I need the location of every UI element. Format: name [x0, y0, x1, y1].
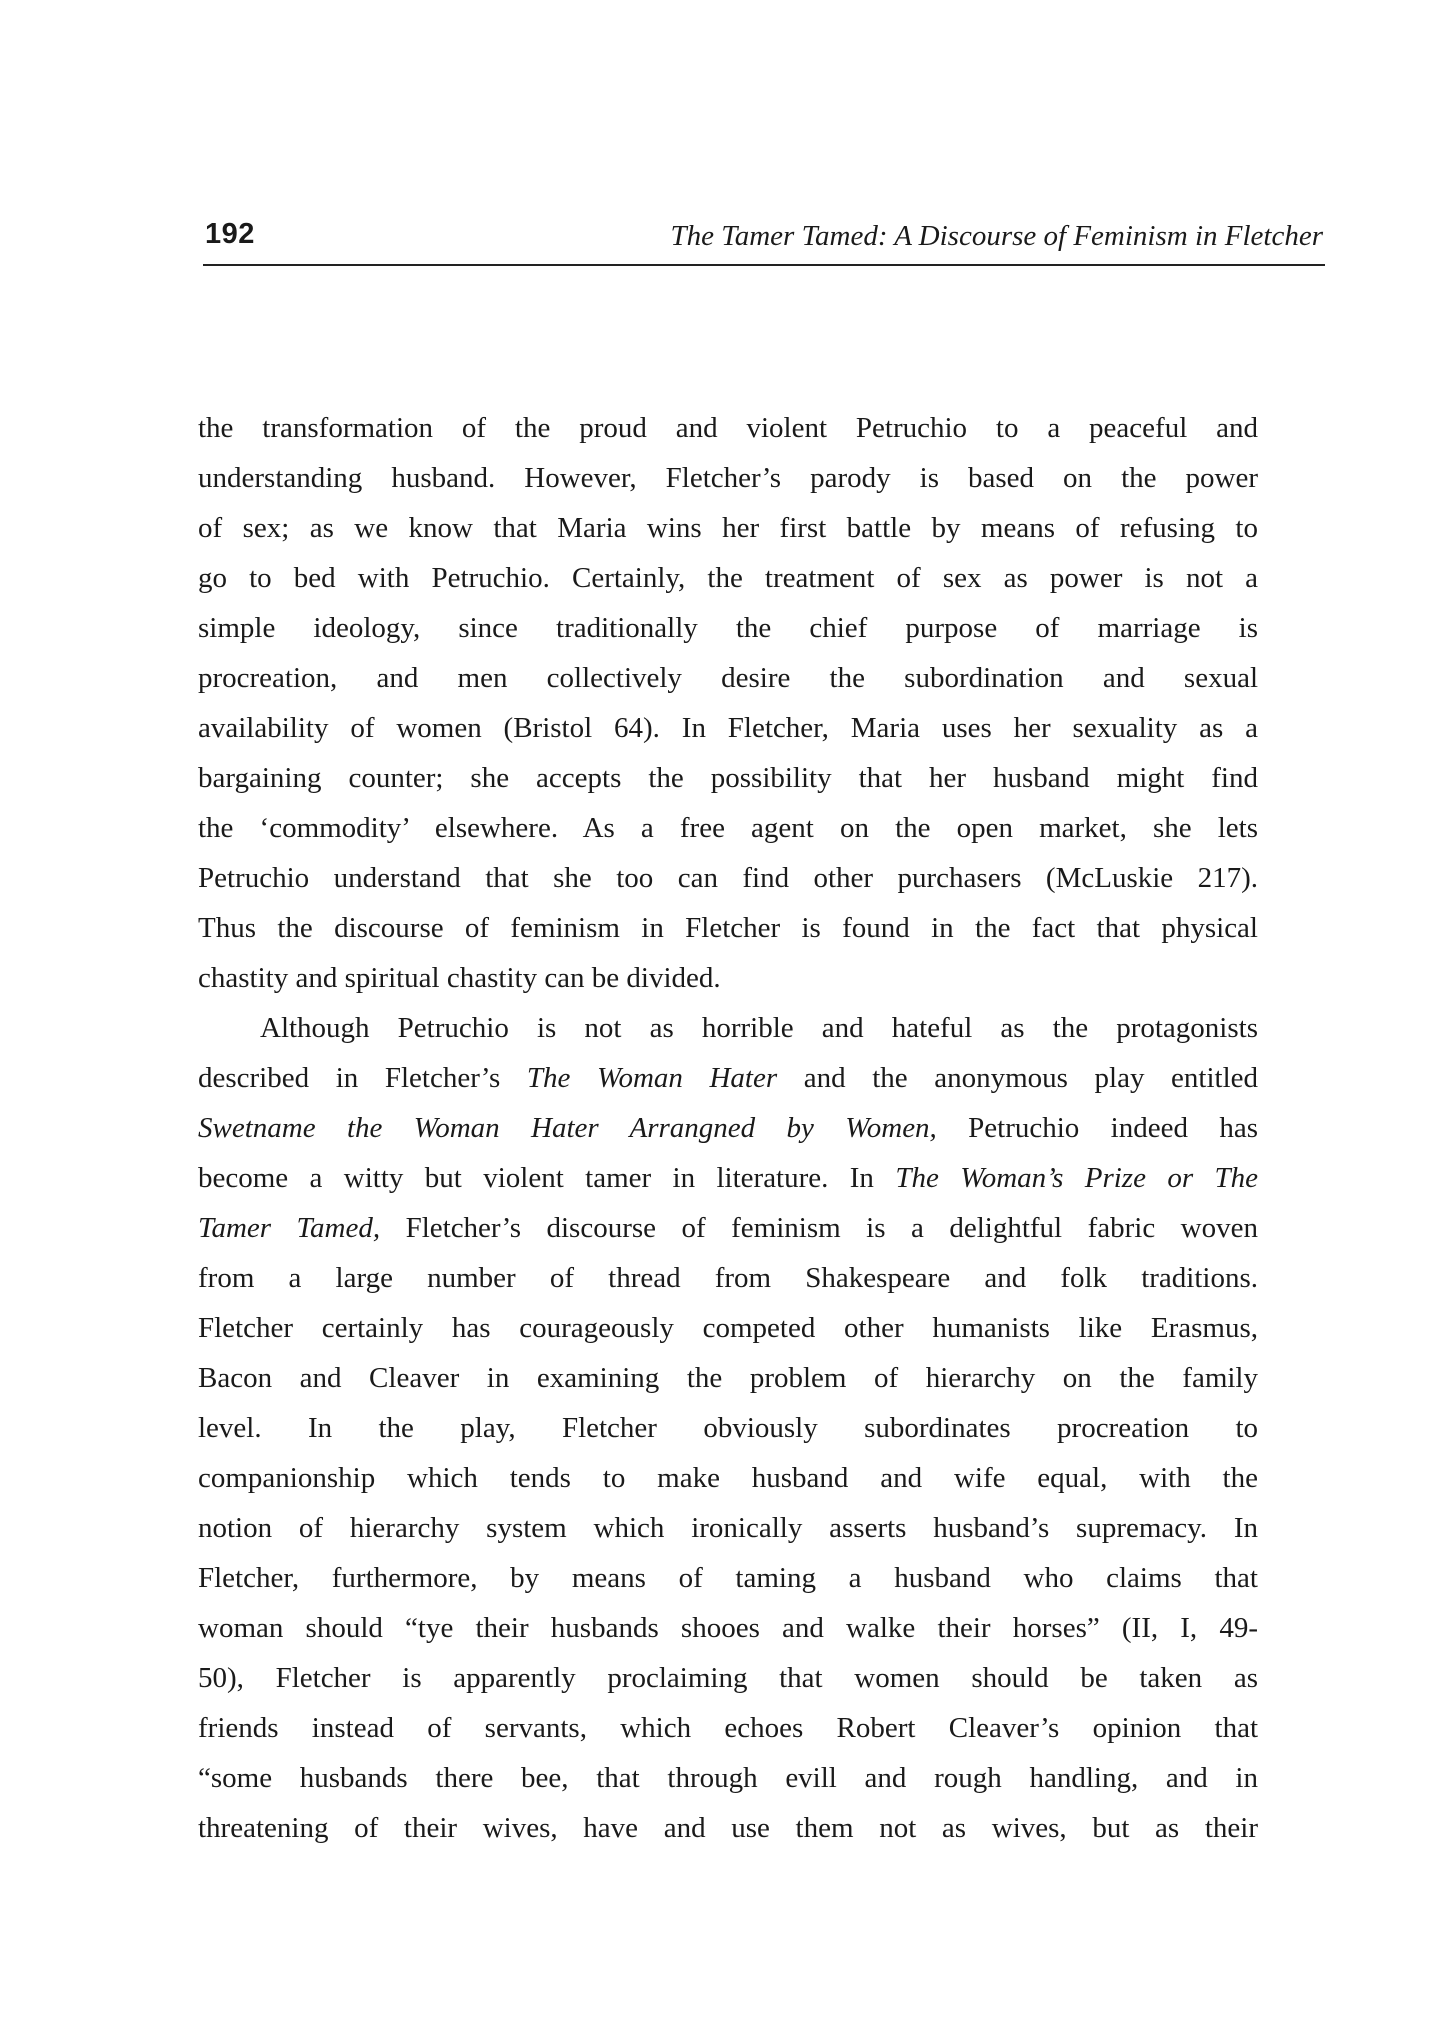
text-line: 50), Fletcher is apparently proclaiming that women should be taken as — [198, 1662, 1258, 1694]
play-title: Tamer Tamed, — [198, 1212, 381, 1244]
text-line-with-title — [198, 1153, 1258, 1203]
text-line: companionship which tends to make husband and wife equal, with the — [198, 1462, 1258, 1494]
line-text: Petruchio indeed has — [936, 1112, 1258, 1144]
body-text — [198, 403, 1258, 1853]
text-line: chastity and spiritual chastity can be divided. — [198, 962, 721, 994]
text-line: friends instead of servants, which echoes Robert Cleaver’s opinion that — [198, 1712, 1258, 1744]
play-title: Swetname the Woman Hater Arrangned by Women, — [198, 1112, 937, 1144]
line-text: Fletcher’s discourse of feminism is a delightful fabric woven — [380, 1212, 1258, 1244]
line-text: and the anonymous play entitled — [777, 1062, 1259, 1094]
page-header — [203, 212, 1325, 266]
text-line: the ‘commodity’ elsewhere. As a free agent on the open market, she lets — [198, 812, 1258, 844]
text-line: simple ideology, since traditionally the chief purpose of marriage is — [198, 612, 1258, 644]
text-line: from a large number of thread from Shakespeare and folk traditions. — [198, 1262, 1258, 1294]
text-line-with-title — [198, 1053, 1258, 1103]
text-line: Bacon and Cleaver in examining the problem of hierarchy on the family — [198, 1362, 1258, 1394]
text-line: go to bed with Petruchio. Certainly, the treatment of sex as power is not a — [198, 562, 1258, 594]
paragraph-2 — [198, 1003, 1258, 1853]
text-line: Petruchio understand that she too can find other purchasers (McLuskie 217). — [198, 862, 1258, 894]
text-line: understanding husband. However, Fletcher’s parody is based on the power — [198, 462, 1258, 494]
text-line: bargaining counter; she accepts the possibility that her husband might find — [198, 762, 1258, 794]
text-line: Thus the discourse of feminism in Fletcher is found in the fact that physical — [198, 912, 1258, 944]
text-line: threatening of their wives, have and use them not as wives, but as their — [198, 1812, 1258, 1844]
text-line: procreation, and men collectively desire the subordination and sexual — [198, 662, 1258, 694]
text-line: Fletcher, furthermore, by means of taming a husband who claims that — [198, 1562, 1258, 1594]
paragraph-1 — [198, 403, 1258, 1003]
text-line: availability of women (Bristol 64). In Fletcher, Maria uses her sexuality as a — [198, 712, 1258, 744]
play-title: The Woman’s Prize or The — [895, 1162, 1258, 1194]
line-text: described in Fletcher’s — [198, 1062, 527, 1094]
text-line-with-title — [198, 1203, 1258, 1253]
text-line: Although Petruchio is not as horrible and hateful as the protagonists — [260, 1012, 1258, 1044]
text-line: notion of hierarchy system which ironically asserts husband’s supremacy. In — [198, 1512, 1258, 1544]
text-line: of sex; as we know that Maria wins her first battle by means of refusing to — [198, 512, 1258, 544]
running-title: The Tamer Tamed: A Discourse of Feminism in Fletcher — [670, 220, 1323, 252]
text-line: Fletcher certainly has courageously competed other humanists like Erasmus, — [198, 1312, 1258, 1344]
play-title: The Woman Hater — [526, 1062, 778, 1094]
line-text: become a witty but violent tamer in literature. In — [198, 1162, 896, 1194]
text-line: level. In the play, Fletcher obviously subordinates procreation to — [198, 1412, 1258, 1444]
text-line: “some husbands there bee, that through evill and rough handling, and in — [198, 1762, 1258, 1794]
text-line: woman should “tye their husbands shooes and walke their horses” (II, I, 49- — [198, 1612, 1258, 1644]
text-line: the transformation of the proud and violent Petruchio to a peaceful and — [198, 412, 1258, 444]
page-number: 192 — [205, 218, 255, 250]
text-line-with-title — [198, 1103, 1258, 1153]
